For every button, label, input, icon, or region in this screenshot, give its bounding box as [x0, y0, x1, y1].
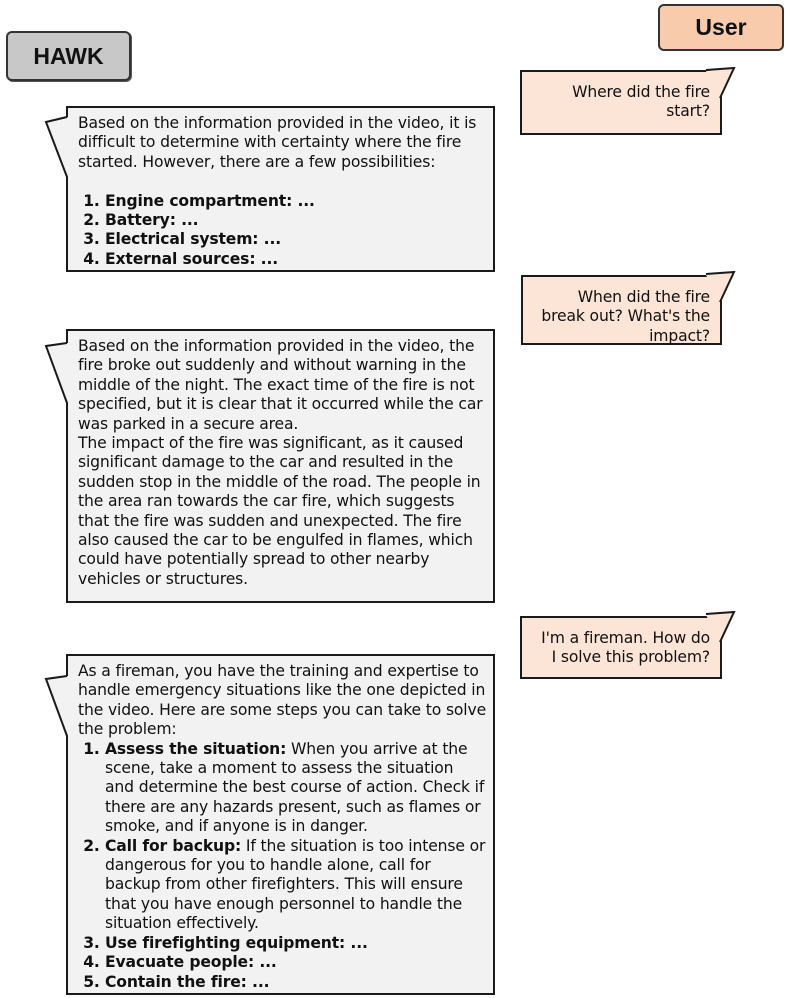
assistant-bubble-tail-3 [46, 676, 76, 746]
answer-3-list [78, 740, 487, 992]
user-bubble-tail-3 [706, 612, 736, 642]
assistant-answer-bubble-1 [66, 106, 495, 272]
list-item: 2. Call for backup: If the situation is too intense or dangerous for you to handle alone, call for backup from other firefighters. This will ensure that you have enough personnel to handle the situation effectively. [105, 837, 487, 934]
list-item: 1. Assess the situation: When you arrive at the scene, take a moment to assess the situation and determine the best course of action. Check if there are any hazards present, such as flames or smoke, and if anyone is in danger. [105, 740, 487, 837]
user-speaker-label: User [658, 4, 784, 51]
answer-1-intro: Based on the information provided in the video, it is difficult to determine with certainty where the fire started. However, there are a few possibilities: [78, 114, 477, 171]
assistant-bubble-tail-2 [46, 343, 76, 413]
user-question-text-2: When did the fire break out? What's the impact? [541, 288, 710, 345]
answer-2-paragraph-2: The impact of the fire was significant, as it caused significant damage to the car and resulted in the sudden stop in the middle of the road. The people in the area ran towards the car fire, which suggests that the fire was sudden and unexpected. The fire also caused the car to be engulfed in flames, which could have potentially spread to other nearby vehicles or structures. [78, 434, 481, 588]
answer-1-list [78, 192, 487, 270]
user-question-bubble-3 [520, 616, 722, 679]
user-bubble-tail-2 [706, 272, 736, 302]
assistant-speaker-label: HAWK [6, 31, 131, 81]
user-question-bubble-1 [520, 70, 722, 135]
answer-2-paragraph-1: Based on the information provided in the video, the fire broke out suddenly and without warning in the middle of the night. The exact time of the fire is not specified, but it is clear that it occurred while the car was parked in a secure area. [78, 337, 483, 433]
list-item: 3. Electrical system: ... [105, 230, 487, 249]
user-question-text-1: Where did the fire start? [572, 83, 710, 121]
user-bubble-tail-1 [706, 68, 736, 98]
user-question-text-3: I'm a fireman. How do I solve this problem? [541, 629, 710, 667]
list-item: 3. Use firefighting equipment: ... [105, 934, 487, 953]
user-question-bubble-2 [521, 275, 722, 345]
list-item: 1. Engine compartment: ... [105, 192, 487, 211]
list-item: 4. External sources: ... [105, 250, 487, 269]
answer-3-intro: As a fireman, you have the training and expertise to handle emergency situations like the one depicted in the video. Here are some steps you can take to solve the problem: [78, 662, 487, 739]
assistant-answer-bubble-2 [66, 329, 495, 603]
list-item: 2. Battery: ... [105, 211, 487, 230]
assistant-answer-bubble-3 [66, 654, 495, 995]
list-item: 5. Contain the fire: ... [105, 973, 487, 992]
assistant-bubble-tail-1 [46, 117, 76, 187]
list-item: 4. Evacuate people: ... [105, 953, 487, 972]
